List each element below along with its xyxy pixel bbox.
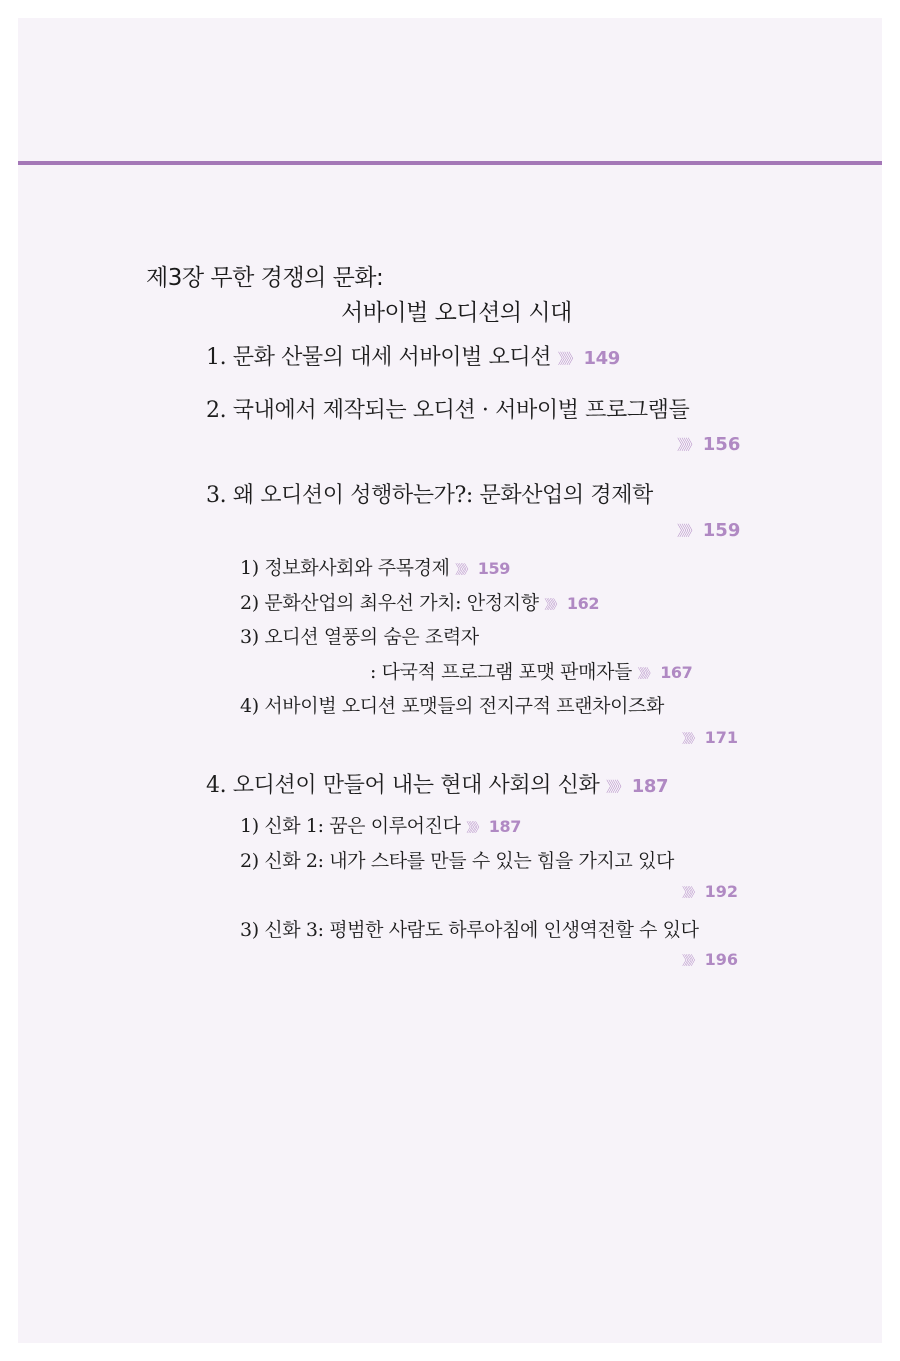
page-arrow-icon: 》》》 [637,667,655,682]
toc-subentry[interactable] [240,915,699,942]
toc-entry-text: 3) 오디션 열풍의 숨은 조력자 [240,626,479,648]
toc-entry-text: 1. 문화 산물의 대세 서바이벌 오디션 [206,345,552,370]
page-arrow-icon: 》》》 [677,524,697,540]
page-arrow-icon: 》》》 [455,563,472,578]
toc-entry-text: 1) 신화 1: 꿈은 이루어진다 [240,815,461,837]
chapter-title-line2: 서바이벌 오디션의 시대 [341,300,572,326]
toc-entry-text: 4) 서바이벌 오디션 포맷들의 전지구적 프랜차이즈화 [240,695,664,717]
page-arrow-icon: 》》》 [682,954,699,969]
toc-page-number[interactable]: 》》》 196 [682,950,738,969]
toc-entry-text: 2) 신화 2: 내가 스타를 만들 수 있는 힘을 가지고 있다 [240,850,674,872]
toc-subentry[interactable] [240,622,479,649]
toc-subentry[interactable] [240,553,510,580]
toc-page-number[interactable]: 》》》 171 [682,728,738,747]
toc-subentry[interactable] [240,846,674,873]
toc-entry[interactable] [206,768,668,799]
header-rule [18,161,882,165]
page-arrow-icon: 》》》 [557,352,578,368]
toc-entry-text: 3. 왜 오디션이 성행하는가?: 문화산업의 경제학 [206,483,653,508]
toc-page-number: 》》》 187 [605,776,669,797]
toc-entry-text: 1) 정보화사회와 주목경제 [240,557,450,579]
page-arrow-icon: 》》》 [682,732,699,747]
toc-entry-text: 2) 문화산업의 최우선 가치: 안정지향 [240,592,539,614]
toc-entry[interactable] [206,340,620,371]
toc-entry[interactable] [206,478,653,509]
toc-page-number[interactable]: 》》》 192 [682,882,738,901]
toc-page-number: 》》》 149 [557,348,620,369]
page-arrow-icon: 》》》 [677,438,697,454]
chapter-title-line1: 제3장 무한 경쟁의 문화: [146,265,384,291]
toc-entry-text: 4. 오디션이 만들어 내는 현대 사회의 신화 [206,773,600,798]
toc-page-number: 》》》 167 [637,663,693,682]
toc-entry[interactable] [206,393,689,424]
toc-entry-text: 3) 신화 3: 평범한 사람도 하루아침에 인생역전할 수 있다 [240,919,699,941]
toc-subentry[interactable] [240,811,521,838]
toc-entry-text: 2. 국내에서 제작되는 오디션 · 서바이벌 프로그램들 [206,398,690,423]
toc-subentry-continuation[interactable] [370,657,692,684]
toc-entry-text: : 다국적 프로그램 포맷 판매자들 [370,661,632,683]
page-arrow-icon: 》》》 [466,821,483,836]
book-page [18,18,882,1343]
toc-page-number[interactable]: 》》》 159 [677,520,741,541]
toc-page-number: 》》》 159 [455,559,510,578]
toc-page-number: 》》》 187 [466,817,521,836]
toc-page-number[interactable]: 》》》 156 [677,434,741,455]
page-arrow-icon: 》》》 [682,886,699,901]
toc-subentry[interactable] [240,588,599,615]
page-arrow-icon: 》》》 [544,598,561,613]
toc-page-number: 》》》 162 [544,594,600,613]
toc-subentry[interactable] [240,691,664,718]
page-arrow-icon: 》》》 [605,780,626,796]
